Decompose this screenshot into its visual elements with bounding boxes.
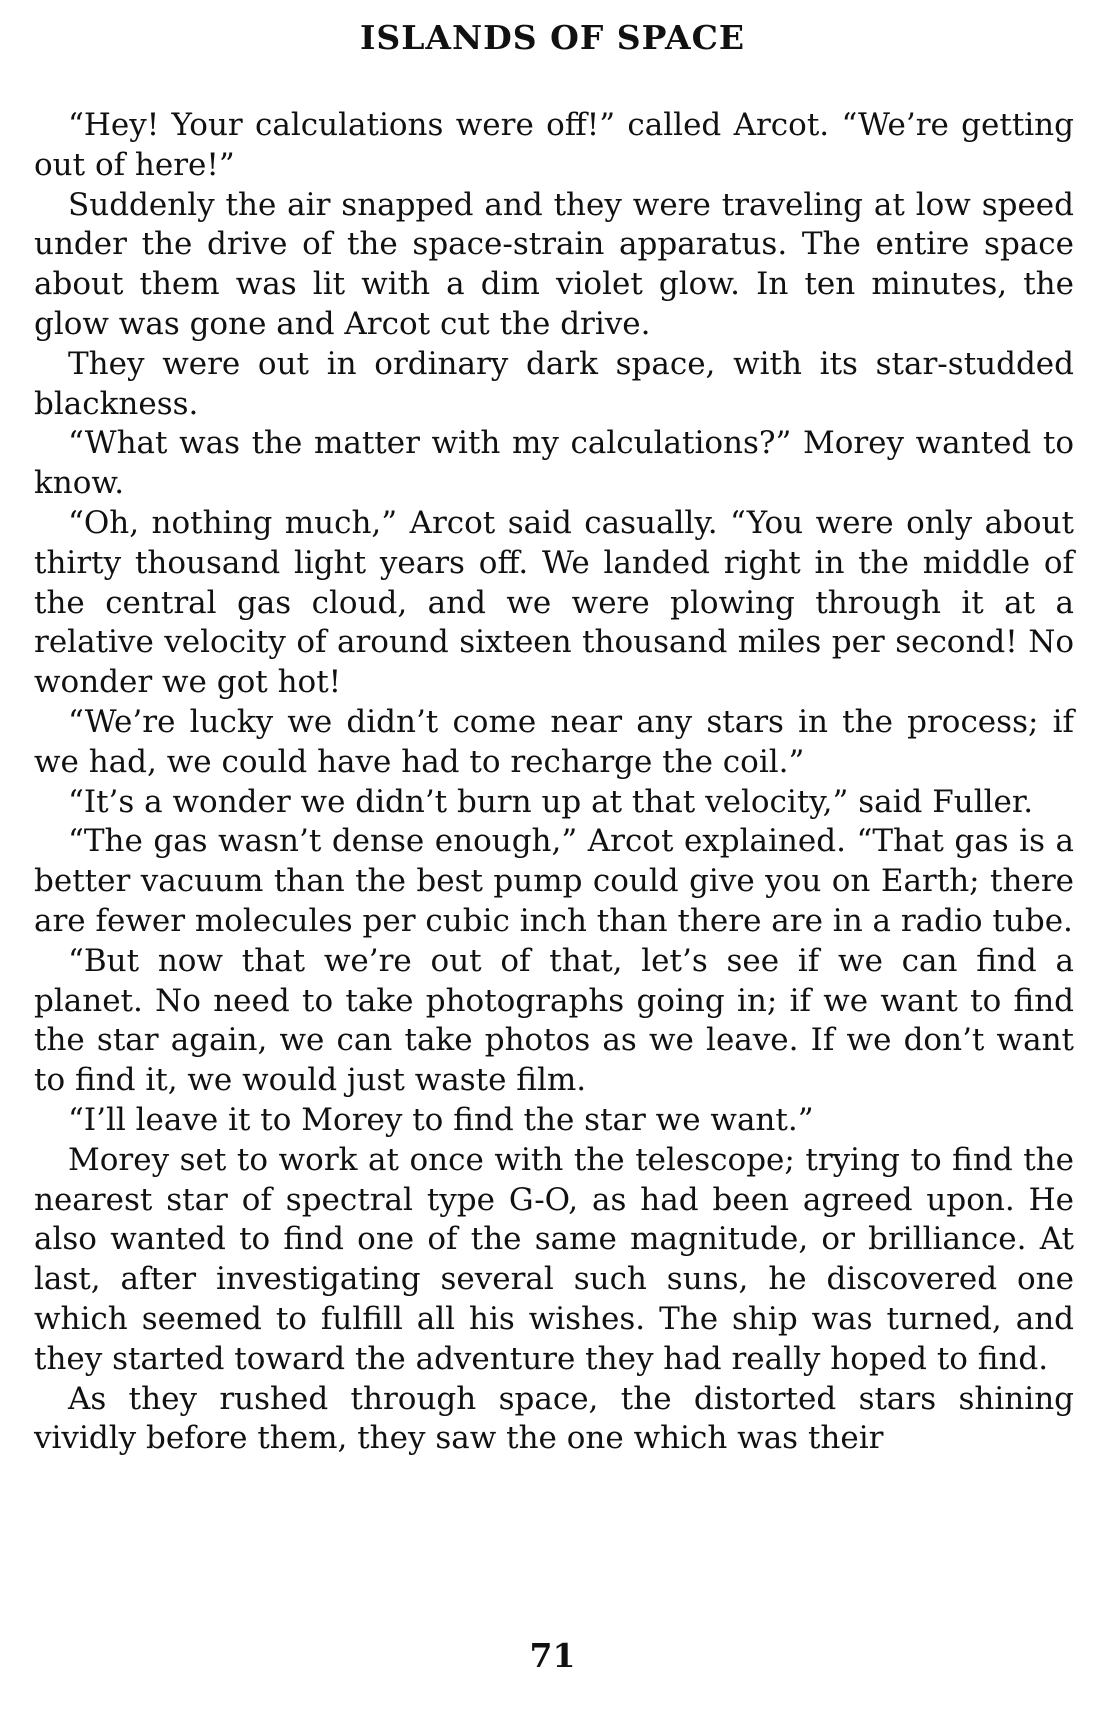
paragraph: “It’s a wonder we didn’t burn up at that velocity,” said Fuller. xyxy=(68,783,1034,820)
paragraph: “But now that we’re out of that, let’s see if we can find a planet. No need to take photographs going in; if we want to find the star again, we can take photos as we leave. If we don’t want to find it, we would just waste film. xyxy=(34,942,1074,1099)
paragraph: “I’ll leave it to Morey to find the star we want.” xyxy=(68,1101,814,1138)
paragraph: “The gas wasn’t dense enough,” Arcot explained. “That gas is a better vacuum than the best pump could give you on Earth; there are fewer molecules per cubic inch than there are in a radio tube. xyxy=(34,823,1074,939)
paragraph: Morey set to work at once with the telescope; trying to find the nearest star of spectral type G-O, as had been agreed upon. He also wanted to find one of the same magnitude, or brilliance. At last, after investigating several such suns, he discovered one which seemed to fulfill all his wishes. The ship was turned, and they started toward the adventure they had really hoped to find. xyxy=(34,1141,1074,1377)
body-text xyxy=(34,106,1074,1459)
paragraph: “We’re lucky we didn’t come near any stars in the process; if we had, we could have had to recharge the coil.” xyxy=(34,703,1074,780)
paragraph: Suddenly the air snapped and they were traveling at low speed under the drive of the space-strain apparatus. The entire space about them was lit with a dim violet glow. In ten minutes, the glow was gone and Arcot cut the drive. xyxy=(34,186,1074,342)
running-head: ISLANDS OF SPACE xyxy=(359,18,746,57)
paragraph: They were out in ordinary dark space, with its star-studded blackness. xyxy=(34,345,1074,422)
page-number: 71 xyxy=(529,1636,576,1675)
paragraph: As they rushed through space, the distorted stars shining vividly before them, they saw the one which was their xyxy=(34,1380,1074,1457)
paragraph: “What was the matter with my calculations?” Morey wanted to know. xyxy=(34,425,1074,502)
paragraph: “Hey! Your calculations were off!” called Arcot. “We’re getting out of here!” xyxy=(34,107,1074,183)
paragraph: “Oh, nothing much,” Arcot said casually. “You were only about thirty thousand light years off. We landed right in the middle of the central gas cloud, and we were plowing through it at a relative velocity of around sixteen thousand miles per second! No wonder we got hot! xyxy=(34,504,1074,701)
